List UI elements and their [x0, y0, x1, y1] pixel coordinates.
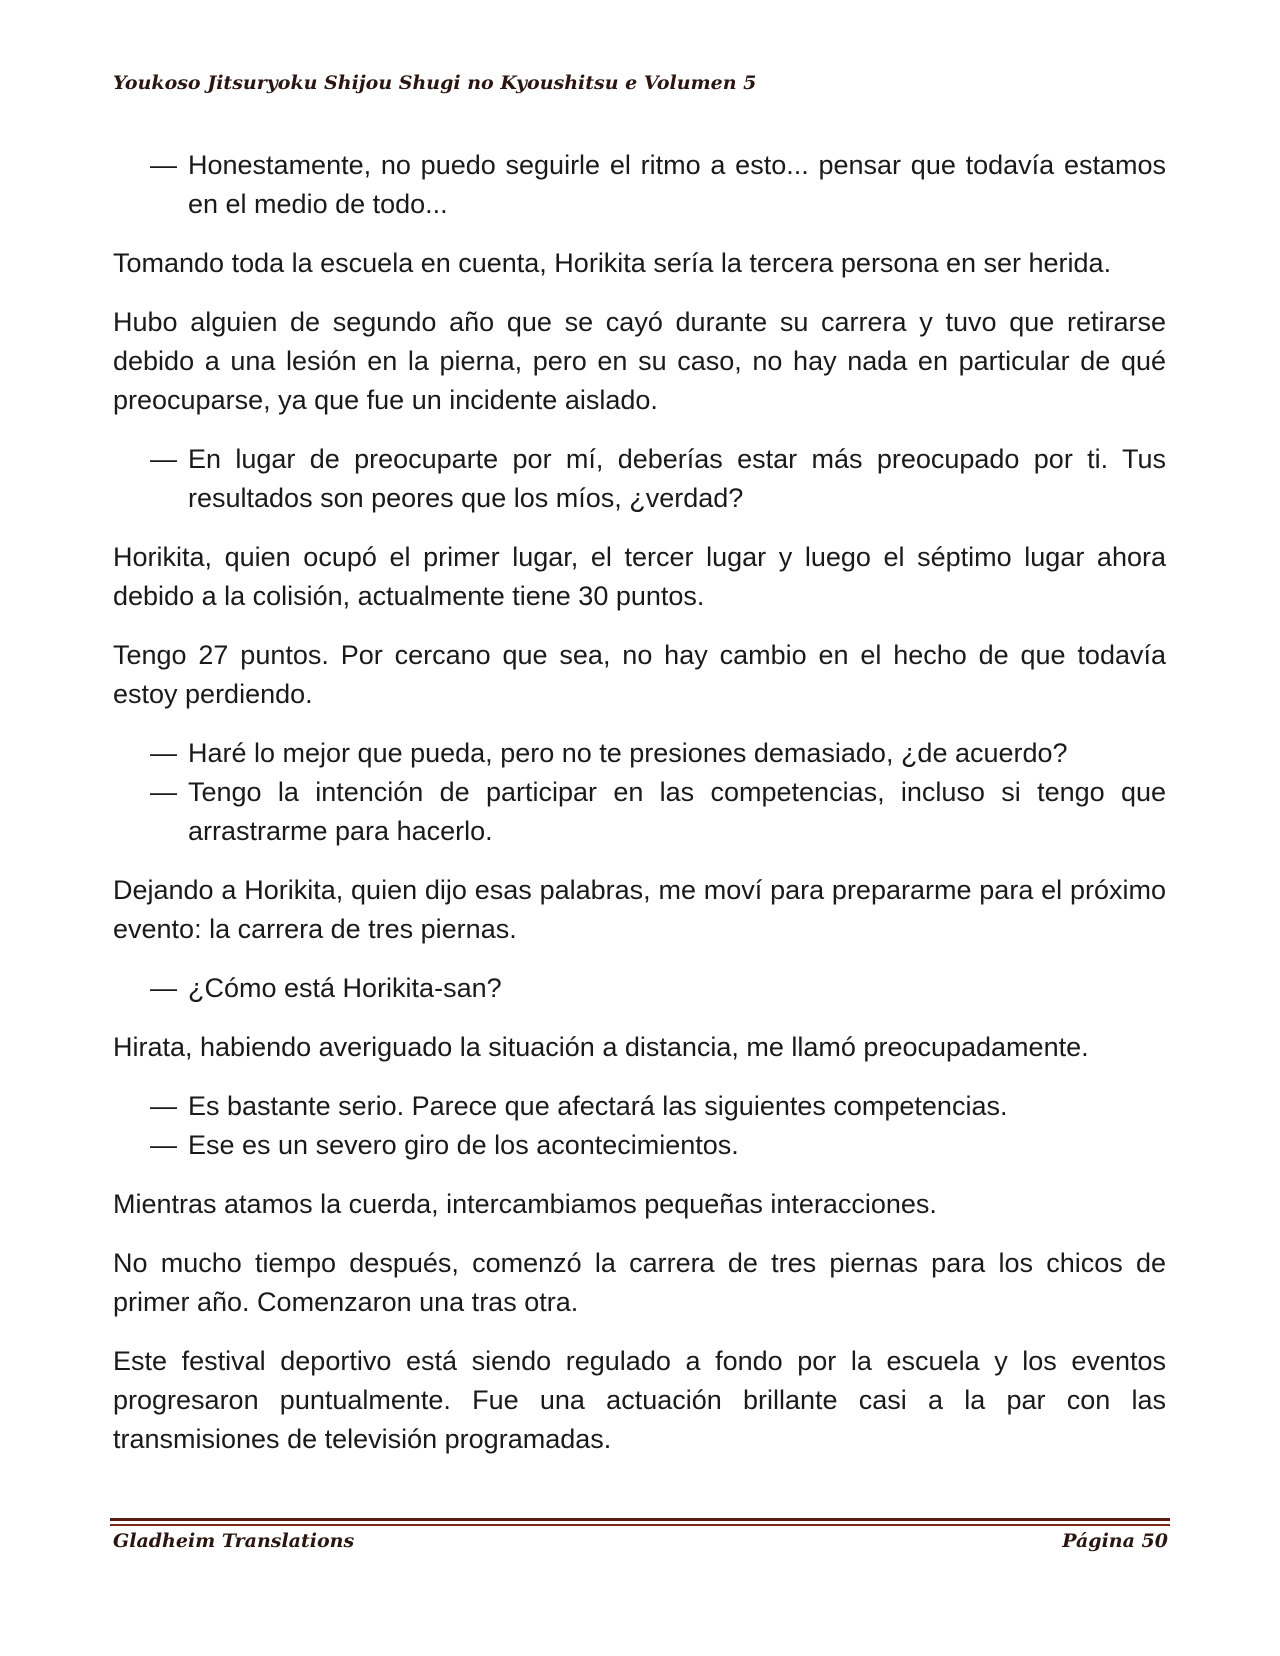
paragraph: No mucho tiempo después, comenzó la carrera de tres piernas para los chicos de primer año. Comenzaron una tras otra. [113, 1248, 1166, 1317]
dialogue-block [113, 734, 1166, 851]
dialogue-dash: — [150, 1091, 177, 1121]
dialogue-text: Honestamente, no puedo seguirle el ritmo a esto... pensar que todavía estamos en el medio de todo... [188, 150, 1166, 219]
dialogue-dash: — [150, 1130, 177, 1160]
dialogue-text: Tengo la intención de participar en las competencias, incluso si tengo que arrastrarme para hacerlo. [188, 777, 1166, 846]
dialogue-line [113, 1087, 1166, 1126]
dialogue-text: ¿Cómo está Horikita-san? [188, 973, 502, 1003]
dialogue-dash: — [150, 150, 177, 180]
dialogue-text: Haré lo mejor que pueda, pero no te presiones demasiado, ¿de acuerdo? [188, 738, 1068, 768]
running-header: Youkoso Jitsuryoku Shijou Shugi no Kyoushitsu e Volumen 5 [113, 72, 757, 94]
paragraph: Mientras atamos la cuerda, intercambiamos pequeñas interacciones. [113, 1189, 937, 1219]
paragraph: Dejando a Horikita, quien dijo esas palabras, me moví para prepararme para el próximo evento: la carrera de tres piernas. [113, 875, 1166, 944]
dialogue-line [113, 969, 1166, 1008]
paragraph: Hirata, habiendo averiguado la situación a distancia, me llamó preocupadamente. [113, 1032, 1089, 1062]
dialogue-block [113, 969, 1166, 1008]
dialogue-line [113, 1126, 1166, 1165]
paragraph: Tengo 27 puntos. Por cercano que sea, no hay cambio en el hecho de que todavía estoy perdiendo. [113, 640, 1166, 709]
paragraph: Horikita, quien ocupó el primer lugar, el tercer lugar y luego el séptimo lugar ahora debido a la colisión, actualmente tiene 30 puntos. [113, 542, 1166, 611]
dialogue-text: Es bastante serio. Parece que afectará las siguientes competencias. [188, 1091, 1008, 1121]
dialogue-dash: — [150, 973, 177, 1003]
dialogue-dash: — [150, 444, 177, 474]
page-number: Página 50 [1062, 1530, 1168, 1552]
dialogue-dash: — [150, 738, 177, 768]
dialogue-line [113, 773, 1166, 851]
dialogue-line [113, 734, 1166, 773]
dialogue-block [113, 1087, 1166, 1165]
dialogue-line [113, 440, 1166, 518]
page-body [113, 146, 1166, 1479]
footer-rule [110, 1524, 1170, 1526]
dialogue-text: En lugar de preocuparte por mí, deberías estar más preocupado por ti. Tus resultados son peores que los míos, ¿verdad? [188, 444, 1166, 513]
dialogue-dash: — [150, 777, 177, 807]
paragraph: Tomando toda la escuela en cuenta, Horikita sería la tercera persona en ser herida. [113, 248, 1112, 278]
footer-translator: Gladheim Translations [113, 1530, 355, 1552]
dialogue-block [113, 440, 1166, 518]
paragraph: Este festival deportivo está siendo regulado a fondo por la escuela y los eventos progresaron puntualmente. Fue una actuación brillante casi a la par con las transmisiones de televisión programadas. [113, 1346, 1166, 1454]
dialogue-block [113, 146, 1166, 224]
paragraph: Hubo alguien de segundo año que se cayó durante su carrera y tuvo que retirarse debido a una lesión en la pierna, pero en su caso, no hay nada en particular de qué preocuparse, ya que fue un incidente aislado. [113, 307, 1166, 415]
dialogue-text: Ese es un severo giro de los acontecimientos. [188, 1130, 739, 1160]
dialogue-line [113, 146, 1166, 224]
footer-rule [110, 1518, 1170, 1521]
